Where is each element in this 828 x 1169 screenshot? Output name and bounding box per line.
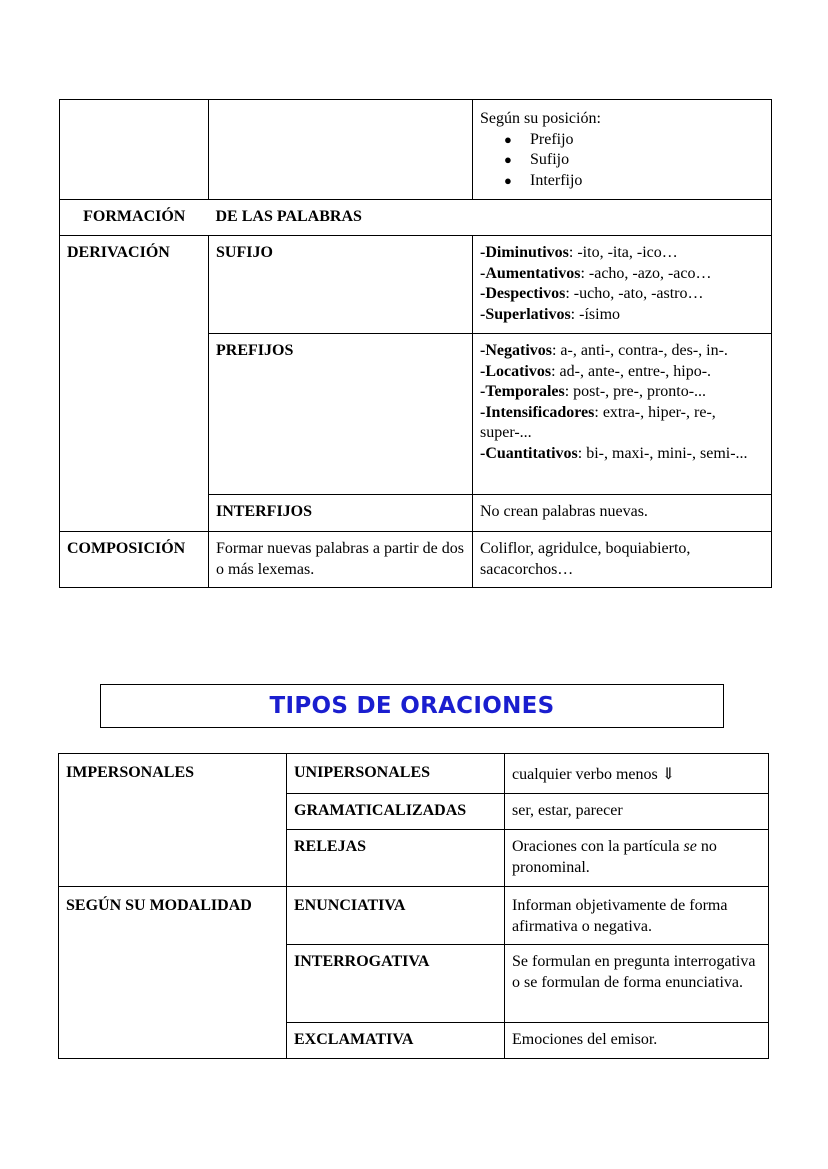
list-item: ● Interfijo	[530, 171, 764, 192]
type-desc: Informan objetivamente de forma afirmativa o negativa.	[505, 887, 769, 945]
section-title-part2: DE LAS PALABRAS	[215, 208, 362, 225]
list-item: -Cuantitativos: bi-, maxi-, mini-, semi-...	[480, 444, 748, 462]
type-label: ENUNCIATIVA	[287, 887, 505, 945]
row-label: SEGÚN SU MODALIDAD	[59, 887, 287, 1059]
list-item: -Diminutivos: -ito, -ita, -ico…	[480, 244, 678, 261]
prefijos-list	[473, 334, 772, 495]
row-label: COMPOSICIÓN	[60, 532, 209, 588]
tipos-table	[58, 753, 769, 1059]
sub-label: INTERFIJOS	[209, 495, 473, 532]
type-desc: Emociones del emisor.	[505, 1023, 769, 1059]
type-desc: Se formulan en pregunta interrogativa o se formulan de forma enunciativa.	[505, 945, 769, 1023]
sub-label: PREFIJOS	[209, 334, 473, 495]
list-item: ● Sufijo	[530, 150, 764, 171]
table-row	[60, 532, 772, 588]
table-row	[60, 100, 772, 200]
position-heading: Según su posición:	[480, 110, 601, 127]
section-title-cell	[209, 200, 772, 236]
table-row	[59, 754, 769, 794]
list-item: -Aumentativos: -acho, -azo, -aco…	[480, 264, 712, 282]
type-label: GRAMATICALIZADAS	[287, 794, 505, 830]
page-title: TIPOS DE ORACIONES	[269, 693, 555, 719]
row-label: IMPERSONALES	[59, 754, 287, 887]
empty-cell	[60, 100, 209, 200]
type-desc: cualquier verbo menos ⇓	[505, 754, 769, 794]
type-label: UNIPERSONALES	[287, 754, 505, 794]
section-title-part1: FORMACIÓN	[83, 208, 186, 225]
table-row	[60, 200, 772, 236]
position-cell	[473, 100, 772, 200]
table-row	[60, 236, 772, 334]
formacion-table	[59, 99, 772, 588]
type-desc: Oraciones con la partícula se no pronominal.	[505, 830, 769, 887]
list-item: -Temporales: post-, pre-, pronto-...	[480, 383, 707, 400]
type-label: INTERROGATIVA	[287, 945, 505, 1023]
composicion-examples: Coliflor, agridulce, boquiabierto, sacacorchos…	[473, 532, 772, 588]
list-item: -Locativos: ad-, ante-, entre-, hipo-.	[480, 362, 712, 380]
position-list	[480, 130, 764, 192]
list-item: -Despectivos: -ucho, -ato, -astro…	[480, 285, 704, 302]
section-title-box	[100, 684, 724, 728]
list-item: -Intensificadores: extra-, hiper-, re-, super-...	[480, 403, 716, 441]
composicion-definition: Formar nuevas palabras a partir de dos o más lexemas.	[209, 532, 473, 588]
section-title-cell	[60, 200, 209, 236]
list-item: -Superlativos: -ísimo	[480, 305, 621, 323]
sub-label: SUFIJO	[209, 236, 473, 334]
empty-cell	[209, 100, 473, 200]
table-row	[59, 887, 769, 945]
type-label: EXCLAMATIVA	[287, 1023, 505, 1059]
list-item: -Negativos: a-, anti-, contra-, des-, in-.	[480, 342, 728, 359]
list-item: ● Prefijo	[530, 130, 764, 151]
type-label: RELEJAS	[287, 830, 505, 887]
row-label: DERIVACIÓN	[60, 236, 209, 532]
interfijos-text: No crean palabras nuevas.	[473, 495, 772, 532]
sufijo-list	[473, 236, 772, 334]
type-desc: ser, estar, parecer	[505, 794, 769, 830]
